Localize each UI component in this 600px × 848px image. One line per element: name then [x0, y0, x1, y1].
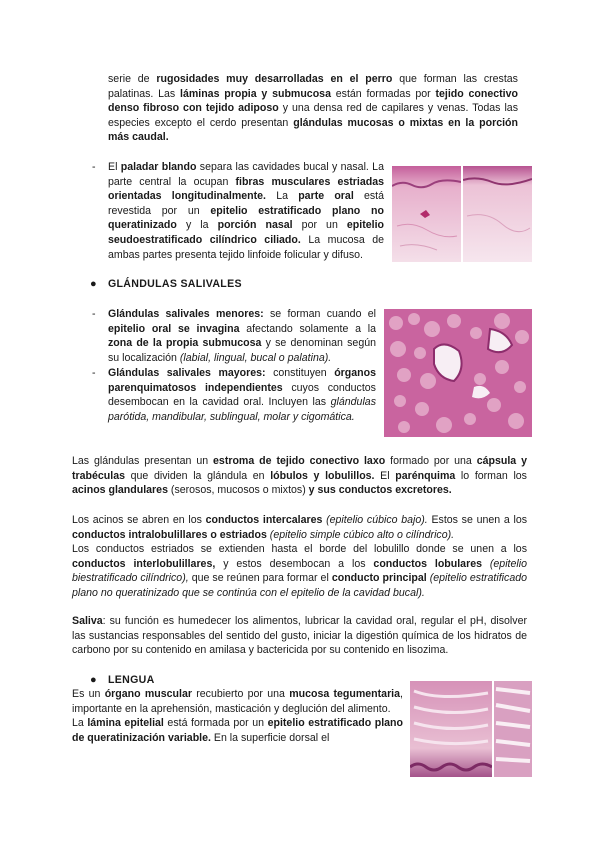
minor-glands-paragraph: Glándulas salivales menores: se forman cuando el epitelio oral se invagina afectando solamente a la zona de la propia submucosa y se denominan según su localización (labial, lingual, bucal o palatina). — [108, 308, 377, 364]
salivary-glands-heading: GLÁNDULAS SALIVALES — [108, 278, 242, 290]
list-dash: - — [92, 308, 96, 320]
list-dash: - — [92, 367, 96, 379]
stroma-paragraph: Las glándulas presentan un estroma de tejido conectivo laxo formado por una cápsula y trabéculas que dividen la glándula en lóbulos y lobulillos. El parénquima lo forman los acinos glandulares (serosos, mucosos o mixtos) y sus conductos excretores. — [72, 455, 527, 497]
saliva-paragraph: Saliva: su función es humedecer los alimentos, lubricar la cavidad oral, regular el pH, disolver las sustancias responsables del sentido del gusto, iniciar la digestión química de los hidratos de carbono por su contenido en amilasa y bactericida por su contenido en lisozima. — [72, 615, 527, 657]
heading-bullet: ● — [90, 278, 97, 290]
ducts-paragraph: Los acinos se abren en los conductos intercalares (epitelio cúbico bajo). Estos se unen a los conductos intralobulillares o estriados (epitelio simple cúbico alto o cilíndrico). Los conductos estriados se extienden hasta el borde del lobulillo donde se unen a los conductos interlobulillares, y estos desembocan a los conductos lobulares (epitelio biestratificado cilíndrico), que se reúnen para formar el conducto principal (epitelio estratificado plano no queratinizado que se continúa con el epitelio de la cavidad bucal). — [72, 514, 528, 599]
soft-palate-histology-image — [392, 166, 532, 262]
tongue-histology-image — [410, 681, 532, 777]
list-dash: - — [92, 161, 96, 173]
palate-panel-right — [463, 166, 532, 262]
intro-paragraph: serie de rugosidades muy desarrolladas en el perro que forman las crestas palatinas. Las láminas propia y submucosa están formadas por tejido conectivo denso fibroso con tejido adiposo y una densa red de capilares y venas. Todas las especies excepto el cerdo presentan glándulas mucosas o mixtas en la porción más caudal. — [108, 73, 518, 144]
tongue-heading: LENGUA — [108, 674, 155, 686]
major-glands-paragraph: Glándulas salivales mayores: constituyen órganos parenquimatosos independientes cuyos conductos desembocan en la cavidad oral. Incluyen las glándulas parótida, mandibular, sublingual, molar y cigomática. — [108, 367, 376, 423]
salivary-gland-histology-image — [384, 309, 532, 437]
tongue-paragraph: Es un órgano muscular recubierto por una mucosa tegumentaria, importante en la aprehensión, masticación y deglución del alimento. La lámina epitelial está formada por un epitelio estratificado plano de queratinización variable. En la superficie dorsal el — [72, 688, 404, 744]
soft-palate-paragraph: El paladar blando separa las cavidades bucal y nasal. La parte central la ocupan fibras musculares estriadas orientadas longitudinalmente. La parte oral está revestida por un epitelio estratificado plano no queratinizado y la porción nasal por un epitelio seudoestratificado cilíndrico ciliado. La mucosa de ambas partes presenta tejido linfoide folicular y difuso. — [108, 161, 385, 261]
heading-bullet: ● — [90, 674, 97, 686]
